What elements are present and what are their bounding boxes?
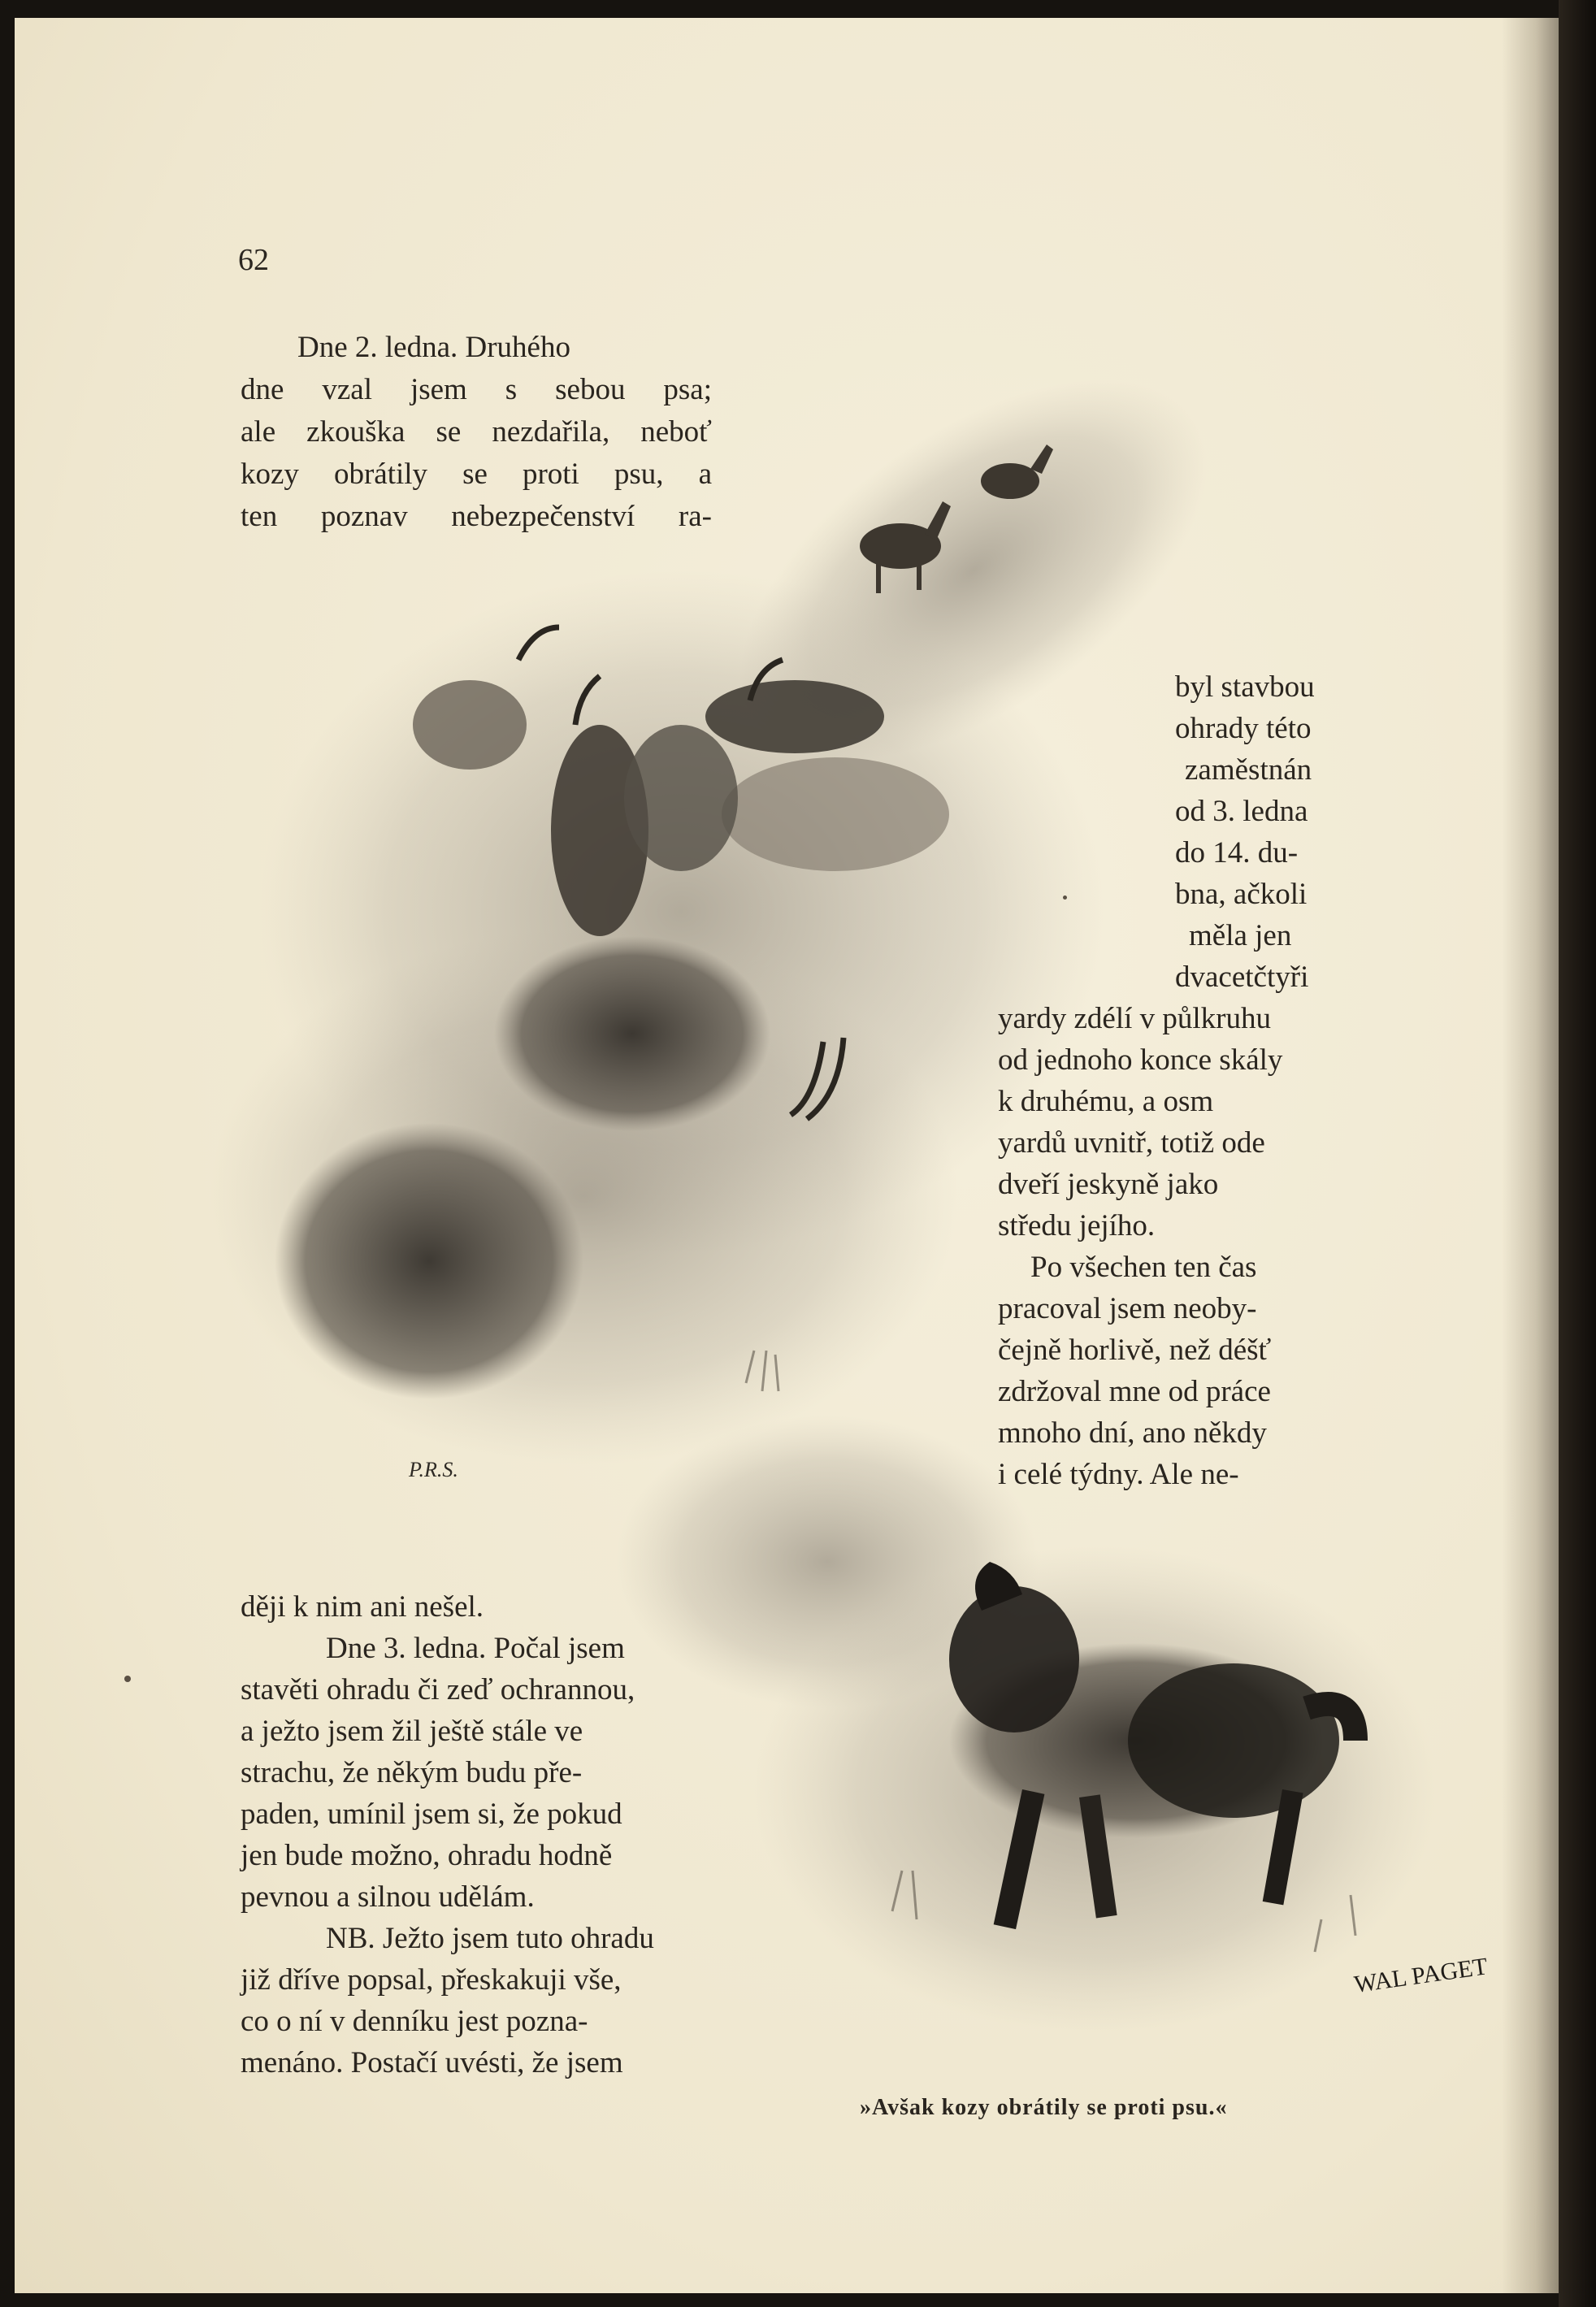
text-line: yardy zdélí v půlkruhu (998, 1002, 1271, 1035)
text-line: pracoval jsem neoby- (998, 1292, 1257, 1325)
text-line: již dříve popsal, přeskakuji vše, (241, 1963, 622, 1997)
text-line: kozy obrátily se proti psu, a (241, 457, 712, 491)
text-line: ale zkouška se nezdařila, neboť (241, 415, 712, 449)
text-line: měla jen (1189, 919, 1292, 952)
illustration-caption: »Avšak kozy obrátily se proti psu.« (860, 2095, 1228, 2120)
top-left-paragraph (241, 327, 712, 538)
book-page (15, 18, 1559, 2293)
text-line: ten poznav nebezpečenství ra- (241, 500, 712, 533)
text-line: dveří jeskyně jako (998, 1168, 1219, 1201)
text-line: yardů uvnitř, totiž ode (998, 1126, 1265, 1160)
text-line: pevnou a silnou udělám. (241, 1880, 535, 1914)
text-line: od 3. ledna (1175, 795, 1308, 828)
text-line: ději k nim ani nešel. (241, 1590, 484, 1624)
text-line: zdržoval mne od práce (998, 1375, 1271, 1408)
text-line: středu jejího. (998, 1209, 1156, 1242)
text-line: dvacetčtyři (1175, 961, 1309, 994)
text-line: mnoho dní, ano někdy (998, 1416, 1267, 1450)
text-line: zaměstnán (1185, 753, 1312, 787)
text-line: od jednoho konce skály (998, 1043, 1283, 1077)
illustrator-signature: WAL PAGET (1352, 1953, 1490, 1998)
text-line: jen bude možno, ohradu hodně (241, 1839, 613, 1872)
page-number: 62 (238, 243, 269, 277)
ink-speck (1063, 895, 1067, 900)
text-line: byl stavbou (1175, 670, 1315, 704)
text-line: stavěti ohradu či zeď ochrannou, (241, 1673, 635, 1706)
right-column-paragraph (998, 666, 1355, 1495)
text-line: k druhému, a osm (998, 1085, 1214, 1118)
text-line: ohrady této (1175, 712, 1312, 745)
gutter-shadow (1502, 18, 1559, 2293)
text-line: menáno. Postačí uvésti, že jsem (241, 2046, 623, 2079)
bottom-left-paragraph (241, 1586, 728, 2084)
illustrator-monogram: P.R.S. (409, 1458, 458, 1481)
text-line: do 14. du- (1175, 836, 1299, 869)
ink-speck (124, 1676, 131, 1682)
text-line: dne vzal jsem s sebou psa; (241, 373, 712, 406)
text-line: paden, umínil jsem si, že pokud (241, 1797, 622, 1831)
text-line: bna, ačkoli (1175, 878, 1308, 911)
text-line: Dne 2. ledna. Druhého (297, 331, 570, 364)
text-line: NB. Ježto jsem tuto ohradu (326, 1922, 654, 1955)
book-edge (1559, 0, 1596, 2307)
text-line: co o ní v denníku jest pozna- (241, 2005, 588, 2038)
text-line: i celé týdny. Ale ne- (998, 1458, 1239, 1491)
text-line: a ježto jsem žil ještě stále ve (241, 1715, 583, 1748)
text-line: strachu, že někým budu pře- (241, 1756, 583, 1789)
text-line: Dne 3. ledna. Počal jsem (326, 1632, 625, 1665)
text-line: čejně horlivě, než déšť (998, 1333, 1272, 1367)
text-line: Po všechen ten čas (1030, 1251, 1257, 1284)
